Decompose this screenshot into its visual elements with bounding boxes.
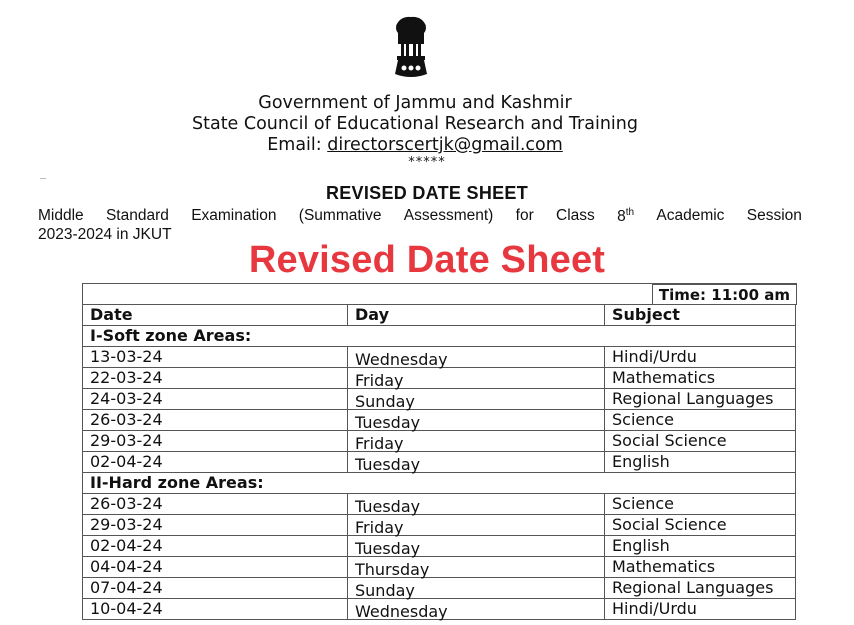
subject-cell: Mathematics (605, 368, 796, 389)
table-row (83, 368, 796, 389)
day-cell: Sunday (348, 389, 605, 410)
subject-cell: Hindi/Urdu (605, 347, 796, 368)
document-title: REVISED DATE SHEET (325, 183, 529, 203)
table-row (83, 389, 796, 410)
column-header-subject: Subject (605, 305, 796, 326)
date-cell: 24-03-24 (83, 389, 348, 410)
column-header-date: Date (83, 305, 348, 326)
day-cell: Tuesday (348, 452, 605, 473)
subtitle-word: for (515, 207, 534, 224)
day-cell: Tuesday (348, 494, 605, 515)
subtitle-word: Middle (38, 207, 84, 224)
day-cell: Thursday (348, 557, 605, 578)
date-cell: 29-03-24 (83, 431, 348, 452)
table-row (83, 410, 796, 431)
day-cell: Friday (348, 431, 605, 452)
table-row (83, 557, 796, 578)
government-line: Government of Jammu and Kashmir (258, 93, 572, 113)
table-row (83, 599, 796, 620)
day-cell: Tuesday (348, 410, 605, 431)
subject-cell: Hindi/Urdu (605, 599, 796, 620)
subtitle-word: Academic (656, 207, 725, 224)
revised-stamp: Revised Date Sheet (248, 239, 606, 281)
subtitle-word: Assessment) (403, 207, 494, 224)
date-cell: 07-04-24 (83, 578, 348, 599)
table-row (83, 515, 796, 536)
national-emblem-icon (390, 14, 432, 80)
class-number: 8th (617, 207, 635, 226)
table-header-row (83, 305, 796, 326)
zone-header-soft: I-Soft zone Areas: (83, 326, 796, 347)
date-cell: 22-03-24 (83, 368, 348, 389)
subtitle-word: Session (746, 207, 802, 224)
email-link[interactable]: directorscertjk@gmail.com (327, 135, 563, 155)
day-cell: Sunday (348, 578, 605, 599)
subtitle-word: (Summative (298, 207, 382, 224)
subject-cell: Science (605, 494, 796, 515)
date-cell: 26-03-24 (83, 494, 348, 515)
subject-cell: English (605, 452, 796, 473)
date-cell: 13-03-24 (83, 347, 348, 368)
council-line: State Council of Educational Research and Training (192, 114, 638, 134)
separator-stars: ***** (408, 155, 446, 170)
table-row (83, 494, 796, 515)
zone-header-hard: II-Hard zone Areas: (83, 473, 796, 494)
table-row (83, 347, 796, 368)
date-cell: 26-03-24 (83, 410, 348, 431)
exam-time: Time: 11:00 am (652, 284, 797, 305)
subject-cell: English (605, 536, 796, 557)
time-row (82, 283, 797, 305)
day-cell: Friday (348, 515, 605, 536)
subject-cell: Science (605, 410, 796, 431)
subject-cell: Regional Languages (605, 389, 796, 410)
column-header-day: Day (348, 305, 605, 326)
email-line (0, 135, 842, 155)
table-row (83, 431, 796, 452)
day-cell: Tuesday (348, 536, 605, 557)
table-row (83, 536, 796, 557)
subject-cell: Mathematics (605, 557, 796, 578)
table-row (83, 452, 796, 473)
date-cell: 04-04-24 (83, 557, 348, 578)
subject-cell: Social Science (605, 515, 796, 536)
date-cell: 10-04-24 (83, 599, 348, 620)
subject-cell: Regional Languages (605, 578, 796, 599)
subtitle-word: Examination (191, 207, 277, 224)
subtitle-line-2: 2023-2024 in JKUT (38, 226, 172, 243)
day-cell: Wednesday (348, 347, 605, 368)
subtitle-line-1 (38, 207, 802, 226)
email-label: Email: (267, 135, 328, 155)
date-cell: 02-04-24 (83, 452, 348, 473)
scan-mark (40, 178, 46, 179)
table-row (83, 578, 796, 599)
day-cell: Wednesday (348, 599, 605, 620)
day-cell: Friday (348, 368, 605, 389)
subtitle-word: Class (556, 207, 595, 224)
subtitle-word: Standard (105, 207, 169, 224)
date-cell: 29-03-24 (83, 515, 348, 536)
subject-cell: Social Science (605, 431, 796, 452)
date-cell: 02-04-24 (83, 536, 348, 557)
